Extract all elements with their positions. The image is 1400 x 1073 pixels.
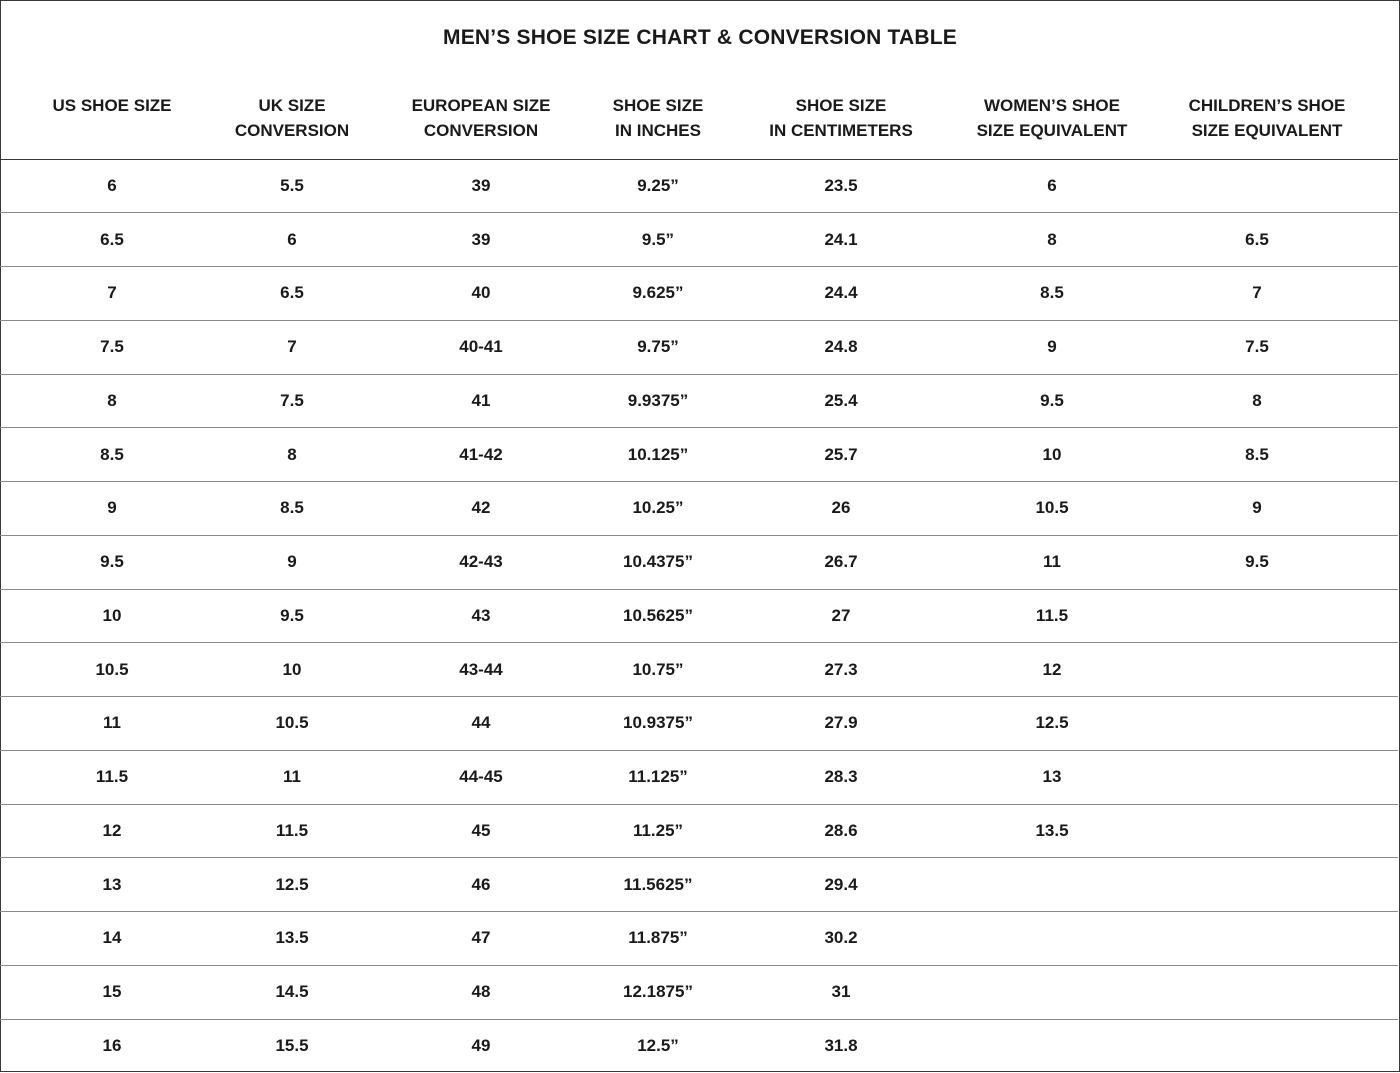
us-size-cell: 10.5 bbox=[0, 643, 224, 697]
uk-size-cell: 8.5 bbox=[224, 482, 360, 536]
childrens-size-cell bbox=[1136, 965, 1398, 1019]
centimeters-cell: 28.6 bbox=[714, 804, 968, 858]
uk-size-cell: 11.5 bbox=[224, 804, 360, 858]
womens-size-cell: 6 bbox=[968, 159, 1136, 213]
inches-cell: 12.1875” bbox=[602, 965, 714, 1019]
uk-size-cell: 6.5 bbox=[224, 267, 360, 321]
womens-size-cell bbox=[968, 965, 1136, 1019]
us-size-cell: 7 bbox=[0, 267, 224, 321]
european-size-cell: 42-43 bbox=[360, 535, 602, 589]
childrens-size-cell: 9.5 bbox=[1136, 535, 1398, 589]
column-header-uk-size: UK SIZE CONVERSION bbox=[224, 80, 360, 159]
us-size-cell: 11.5 bbox=[0, 750, 224, 804]
table-row bbox=[0, 428, 1398, 482]
us-size-cell: 10 bbox=[0, 589, 224, 643]
european-size-cell: 47 bbox=[360, 912, 602, 966]
centimeters-cell: 23.5 bbox=[714, 159, 968, 213]
uk-size-cell: 9.5 bbox=[224, 589, 360, 643]
european-size-cell: 42 bbox=[360, 482, 602, 536]
european-size-cell: 44-45 bbox=[360, 750, 602, 804]
inches-cell: 9.625” bbox=[602, 267, 714, 321]
size-conversion-table bbox=[0, 80, 1398, 1073]
centimeters-cell: 24.4 bbox=[714, 267, 968, 321]
column-header-childrens-equivalent: CHILDREN’S SHOE SIZE EQUIVALENT bbox=[1136, 80, 1398, 159]
inches-cell: 10.4375” bbox=[602, 535, 714, 589]
inches-cell: 10.5625” bbox=[602, 589, 714, 643]
us-size-cell: 6.5 bbox=[0, 213, 224, 267]
centimeters-cell: 28.3 bbox=[714, 750, 968, 804]
uk-size-cell: 12.5 bbox=[224, 858, 360, 912]
uk-size-cell: 10.5 bbox=[224, 697, 360, 751]
table-row bbox=[0, 643, 1398, 697]
table-row bbox=[0, 213, 1398, 267]
inches-cell: 10.25” bbox=[602, 482, 714, 536]
us-size-cell: 14 bbox=[0, 912, 224, 966]
european-size-cell: 45 bbox=[360, 804, 602, 858]
table-row bbox=[0, 750, 1398, 804]
uk-size-cell: 6 bbox=[224, 213, 360, 267]
childrens-size-cell: 6.5 bbox=[1136, 213, 1398, 267]
womens-size-cell: 10 bbox=[968, 428, 1136, 482]
page-title: MEN’S SHOE SIZE CHART & CONVERSION TABLE bbox=[443, 26, 957, 49]
inches-cell: 10.9375” bbox=[602, 697, 714, 751]
table-row bbox=[0, 535, 1398, 589]
childrens-size-cell bbox=[1136, 589, 1398, 643]
inches-cell: 11.125” bbox=[602, 750, 714, 804]
inches-cell: 9.75” bbox=[602, 320, 714, 374]
header-row bbox=[0, 80, 1398, 159]
childrens-size-cell bbox=[1136, 1019, 1398, 1073]
centimeters-cell: 24.1 bbox=[714, 213, 968, 267]
inches-cell: 11.25” bbox=[602, 804, 714, 858]
uk-size-cell: 13.5 bbox=[224, 912, 360, 966]
uk-size-cell: 14.5 bbox=[224, 965, 360, 1019]
childrens-size-cell bbox=[1136, 750, 1398, 804]
childrens-size-cell: 7.5 bbox=[1136, 320, 1398, 374]
us-size-cell: 12 bbox=[0, 804, 224, 858]
european-size-cell: 41-42 bbox=[360, 428, 602, 482]
column-header-centimeters: SHOE SIZE IN CENTIMETERS bbox=[714, 80, 968, 159]
childrens-size-cell: 9 bbox=[1136, 482, 1398, 536]
centimeters-cell: 24.8 bbox=[714, 320, 968, 374]
table-row bbox=[0, 912, 1398, 966]
column-header-womens-equivalent: WOMEN’S SHOE SIZE EQUIVALENT bbox=[968, 80, 1136, 159]
childrens-size-cell bbox=[1136, 804, 1398, 858]
centimeters-cell: 27.9 bbox=[714, 697, 968, 751]
us-size-cell: 13 bbox=[0, 858, 224, 912]
inches-cell: 11.875” bbox=[602, 912, 714, 966]
european-size-cell: 40-41 bbox=[360, 320, 602, 374]
childrens-size-cell bbox=[1136, 697, 1398, 751]
centimeters-cell: 25.4 bbox=[714, 374, 968, 428]
us-size-cell: 7.5 bbox=[0, 320, 224, 374]
centimeters-cell: 26.7 bbox=[714, 535, 968, 589]
uk-size-cell: 7.5 bbox=[224, 374, 360, 428]
womens-size-cell: 10.5 bbox=[968, 482, 1136, 536]
table-row bbox=[0, 267, 1398, 321]
childrens-size-cell: 8 bbox=[1136, 374, 1398, 428]
table-row bbox=[0, 482, 1398, 536]
inches-cell: 9.5” bbox=[602, 213, 714, 267]
centimeters-cell: 31.8 bbox=[824, 1036, 858, 1056]
table-row bbox=[0, 804, 1398, 858]
column-header-us-size: US SHOE SIZE bbox=[0, 80, 224, 159]
european-size-cell: 49 bbox=[471, 1036, 491, 1056]
childrens-size-cell bbox=[1136, 858, 1398, 912]
womens-size-cell: 13.5 bbox=[968, 804, 1136, 858]
european-size-cell: 39 bbox=[360, 159, 602, 213]
european-size-cell: 46 bbox=[360, 858, 602, 912]
centimeters-cell: 31 bbox=[714, 965, 968, 1019]
uk-size-cell: 11 bbox=[224, 750, 360, 804]
european-size-cell: 41 bbox=[360, 374, 602, 428]
table-row bbox=[0, 1019, 1398, 1073]
womens-size-cell: 13 bbox=[968, 750, 1136, 804]
uk-size-cell: 10 bbox=[224, 643, 360, 697]
womens-size-cell: 12.5 bbox=[968, 697, 1136, 751]
us-size-cell: 11 bbox=[0, 697, 224, 751]
european-size-cell: 48 bbox=[360, 965, 602, 1019]
european-size-cell: 39 bbox=[360, 213, 602, 267]
us-size-cell: 8 bbox=[0, 374, 224, 428]
womens-size-cell bbox=[968, 912, 1136, 966]
womens-size-cell: 9.5 bbox=[968, 374, 1136, 428]
table-body bbox=[0, 159, 1398, 1073]
inches-cell: 9.25” bbox=[602, 159, 714, 213]
womens-size-cell: 12 bbox=[968, 643, 1136, 697]
european-size-cell: 43-44 bbox=[360, 643, 602, 697]
uk-size-cell: 7 bbox=[224, 320, 360, 374]
centimeters-cell: 30.2 bbox=[714, 912, 968, 966]
childrens-size-cell: 7 bbox=[1136, 267, 1398, 321]
womens-size-cell bbox=[968, 1019, 1136, 1073]
womens-size-cell bbox=[968, 858, 1136, 912]
childrens-size-cell bbox=[1136, 643, 1398, 697]
centimeters-cell: 27.3 bbox=[714, 643, 968, 697]
table-row bbox=[0, 320, 1398, 374]
column-header-european-size: EUROPEAN SIZE CONVERSION bbox=[360, 80, 602, 159]
column-header-inches: SHOE SIZE IN INCHES bbox=[602, 80, 714, 159]
table-row bbox=[0, 858, 1398, 912]
womens-size-cell: 9 bbox=[968, 320, 1136, 374]
us-size-cell: 6 bbox=[0, 159, 224, 213]
centimeters-cell: 27 bbox=[714, 589, 968, 643]
european-size-cell: 40 bbox=[360, 267, 602, 321]
us-size-cell: 15 bbox=[0, 965, 224, 1019]
uk-size-cell: 5.5 bbox=[224, 159, 360, 213]
european-size-cell: 44 bbox=[360, 697, 602, 751]
us-size-cell: 9.5 bbox=[0, 535, 224, 589]
inches-cell: 11.5625” bbox=[602, 858, 714, 912]
womens-size-cell: 8.5 bbox=[968, 267, 1136, 321]
centimeters-cell: 26 bbox=[714, 482, 968, 536]
uk-size-cell: 15.5 bbox=[275, 1036, 309, 1056]
european-size-cell: 43 bbox=[360, 589, 602, 643]
table-row bbox=[0, 697, 1398, 751]
table-row bbox=[0, 589, 1398, 643]
womens-size-cell: 11.5 bbox=[968, 589, 1136, 643]
table-row bbox=[0, 159, 1398, 213]
childrens-size-cell: 8.5 bbox=[1136, 428, 1398, 482]
inches-cell: 10.75” bbox=[602, 643, 714, 697]
table-row bbox=[0, 374, 1398, 428]
childrens-size-cell bbox=[1136, 159, 1398, 213]
centimeters-cell: 29.4 bbox=[714, 858, 968, 912]
us-size-cell: 8.5 bbox=[0, 428, 224, 482]
inches-cell: 12.5” bbox=[637, 1036, 679, 1056]
womens-size-cell: 11 bbox=[968, 535, 1136, 589]
childrens-size-cell bbox=[1136, 912, 1398, 966]
centimeters-cell: 25.7 bbox=[714, 428, 968, 482]
inches-cell: 10.125” bbox=[602, 428, 714, 482]
us-size-cell: 9 bbox=[0, 482, 224, 536]
uk-size-cell: 8 bbox=[224, 428, 360, 482]
us-size-cell: 16 bbox=[102, 1036, 122, 1056]
womens-size-cell: 8 bbox=[968, 213, 1136, 267]
inches-cell: 9.9375” bbox=[602, 374, 714, 428]
uk-size-cell: 9 bbox=[224, 535, 360, 589]
table-row bbox=[0, 965, 1398, 1019]
